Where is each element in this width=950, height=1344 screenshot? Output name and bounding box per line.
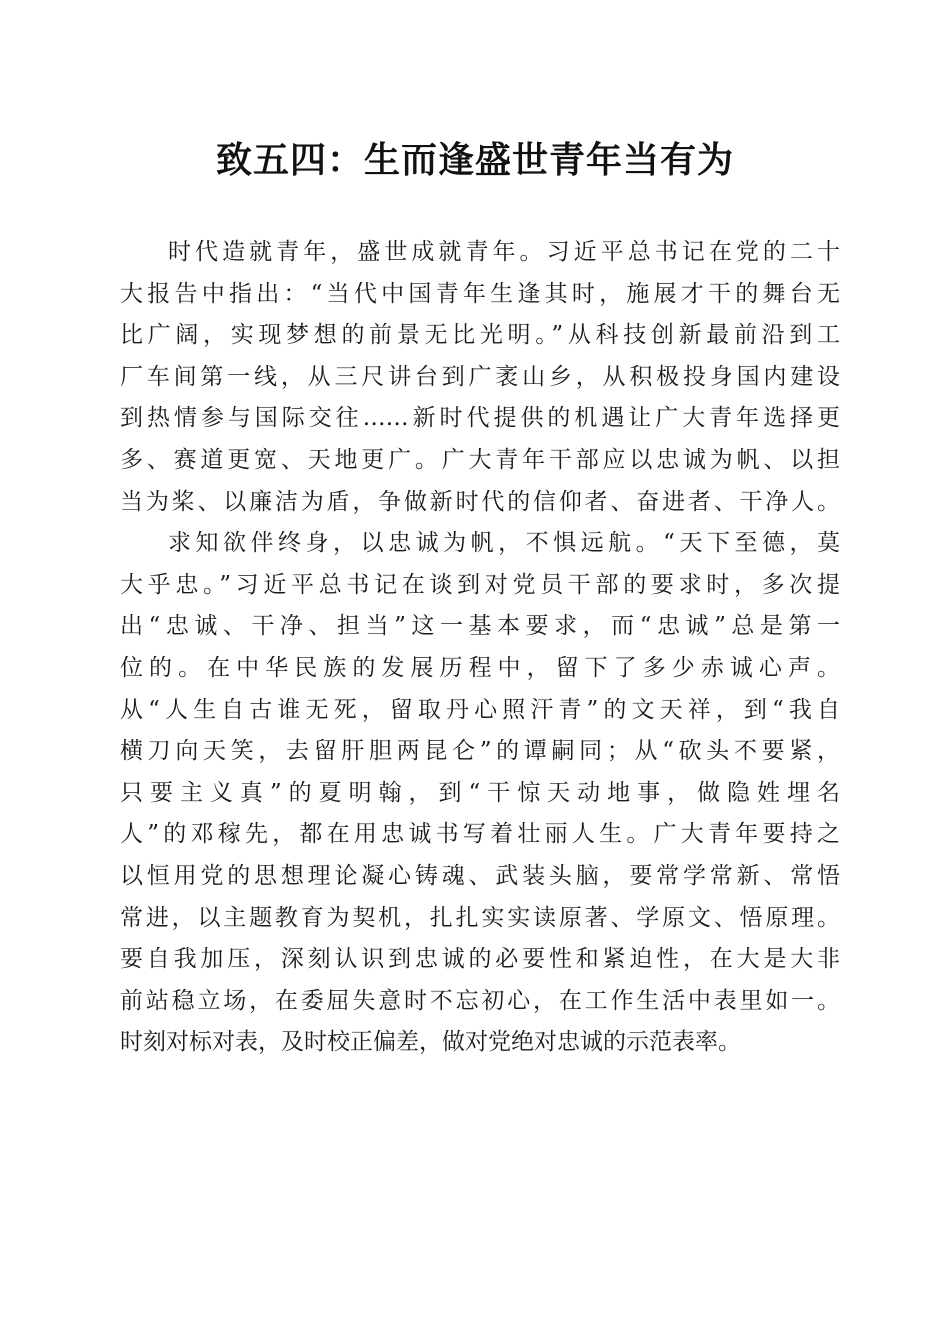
- paragraph-1-line: 当为桨、以廉洁为盾，争做新时代的信仰者、奋进者、干净人。: [120, 488, 840, 515]
- paragraph-2-line: 求知欲伴终身，以忠诚为帆，不惧远航。“天下至德，莫: [168, 530, 840, 557]
- paragraph-2-line: 只要主义真”的夏明翰，到“干惊天动地事，做隐姓埋名: [120, 779, 840, 806]
- document-title: 致五四：生而逢盛世青年当有为: [215, 139, 734, 181]
- paragraph-2-line: 横刀向天笑，去留肝胆两昆仑”的谭嗣同；从“砍头不要紧，: [120, 738, 840, 765]
- paragraph-2-line: 位的。在中华民族的发展历程中，留下了多少赤诚心声。: [120, 654, 840, 681]
- paragraph-2-line: 以恒用党的思想理论凝心铸魂、武装头脑，要常学常新、常悟: [120, 862, 840, 889]
- paragraph-1-line: 比广阔，实现梦想的前景无比光明。”从科技创新最前沿到工: [120, 322, 840, 349]
- document-body: [120, 232, 840, 1064]
- paragraph-2-line: 要自我加压，深刻认识到忠诚的必要性和紧迫性，在大是大非: [120, 946, 840, 973]
- paragraph-2-line: 常进，以主题教育为契机，扎扎实实读原著、学原文、悟原理。: [120, 904, 840, 931]
- paragraph-2-line: 从“人生自古谁无死，留取丹心照汗青”的文天祥，到“我自: [120, 696, 840, 723]
- paragraph-1-line: 时代造就青年，盛世成就青年。习近平总书记在党的二十: [168, 239, 840, 265]
- paragraph-1-line: 多、赛道更宽、天地更广。广大青年干部应以忠诚为帆、以担: [120, 446, 840, 473]
- paragraph-1-line: 大报告中指出：“当代中国青年生逢其时，施展才干的舞台无: [120, 280, 840, 307]
- paragraph-2-line: 前站稳立场，在委屈失意时不忘初心，在工作生活中表里如一。: [120, 987, 840, 1014]
- paragraph-2-line: 出“忠诚、干净、担当”这一基本要求，而“忠诚”总是第一: [120, 613, 840, 640]
- paragraph-1-line: 厂车间第一线，从三尺讲台到广袤山乡，从积极投身国内建设: [120, 363, 840, 390]
- paragraph-2-line: 时刻对标对表，及时校正偏差，做对党绝对忠诚的示范表率。: [120, 1029, 741, 1056]
- paragraph-2-line: 人”的邓稼先，都在用忠诚书写着壮丽人生。广大青年要持之: [120, 821, 840, 848]
- paragraph-2-line: 大乎忠。”习近平总书记在谈到对党员干部的要求时，多次提: [120, 571, 840, 598]
- paragraph-1-line: 到热情参与国际交往……新时代提供的机遇让广大青年选择更: [120, 405, 840, 432]
